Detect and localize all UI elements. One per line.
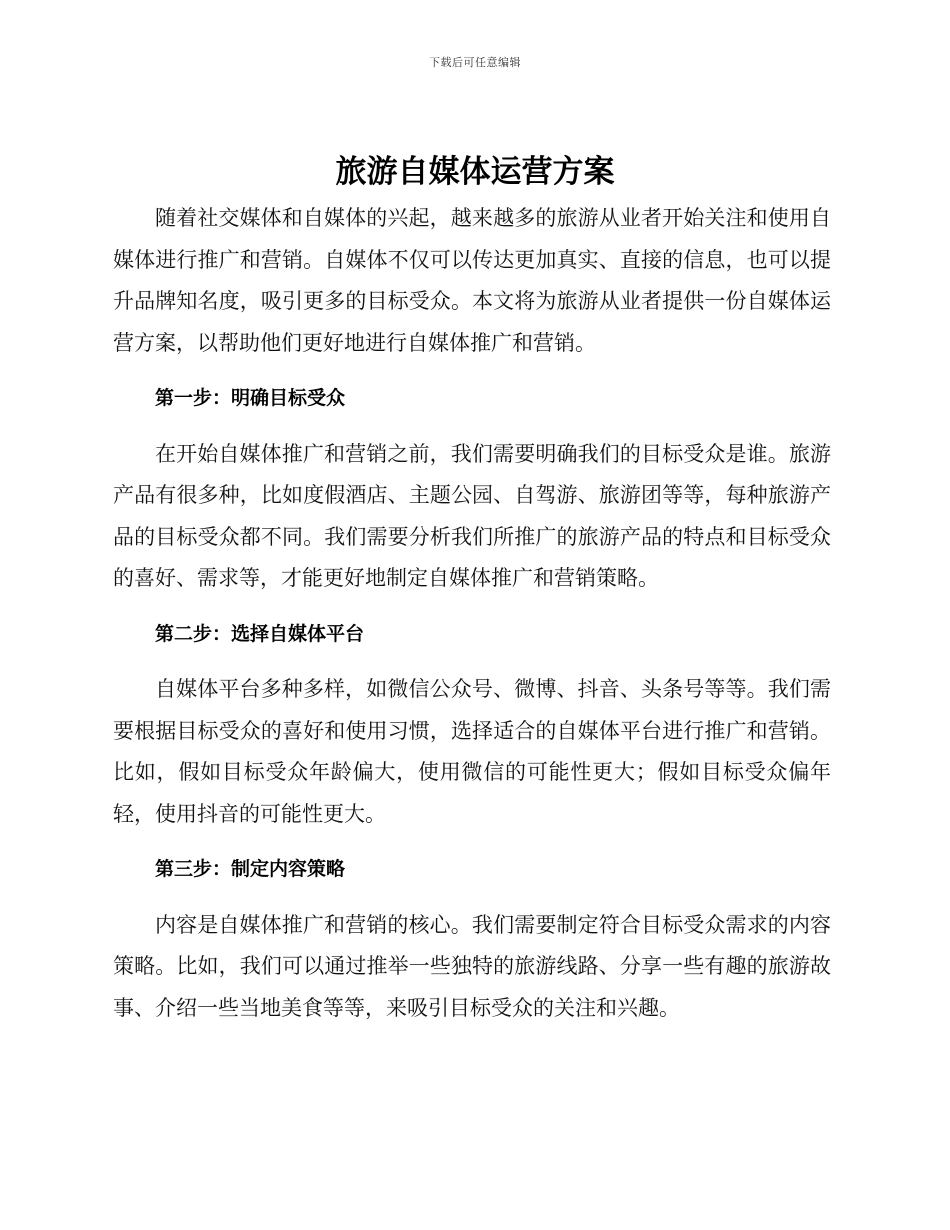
header-note: 下载后可任意编辑 bbox=[429, 56, 521, 69]
document-title: 旅游自媒体运营方案 bbox=[335, 154, 615, 190]
step-3-heading: 第三步：制定内容策略 bbox=[155, 858, 346, 880]
intro-paragraph: 随着社交媒体和自媒体的兴起，越来越多的旅游从业者开始关注和使用自媒体进行推广和营销。自媒体不仅可以传达更加真实、直接的信息，也可以提升品牌知名度，吸引更多的目标受众。本文将为旅游从业者提供一份自媒体运营方案，以帮助他们更好地进行自媒体推广和营销。 bbox=[113, 206, 831, 355]
step-2-paragraph: 自媒体平台多种多样，如微信公众号、微博、抖音、头条号等等。我们需要根据目标受众的喜好和使用习惯，选择适合的自媒体平台进行推广和营销。比如，假如目标受众年龄偏大，使用微信的可能性更大；假如目标受众偏年轻，使用抖音的可能性更大。 bbox=[113, 677, 831, 826]
step-1-heading: 第一步：明确目标受众 bbox=[155, 387, 346, 409]
step-1-paragraph: 在开始自媒体推广和营销之前，我们需要明确我们的目标受众是谁。旅游产品有很多种，比如度假酒店、主题公园、自驾游、旅游团等等，每种旅游产品的目标受众都不同。我们需要分析我们所推广的旅游产品的特点和目标受众的喜好、需求等，才能更好地制定自媒体推广和营销策略。 bbox=[113, 441, 831, 590]
document-body bbox=[113, 198, 831, 1029]
step-2-heading: 第二步：选择自媒体平台 bbox=[155, 622, 365, 645]
step-3-paragraph: 内容是自媒体推广和营销的核心。我们需要制定符合目标受众需求的内容策略。比如，我们可以通过推举一些独特的旅游线路、分享一些有趣的旅游故事、介绍一些当地美食等等，来吸引目标受众的关注和兴趣。 bbox=[113, 912, 831, 1020]
